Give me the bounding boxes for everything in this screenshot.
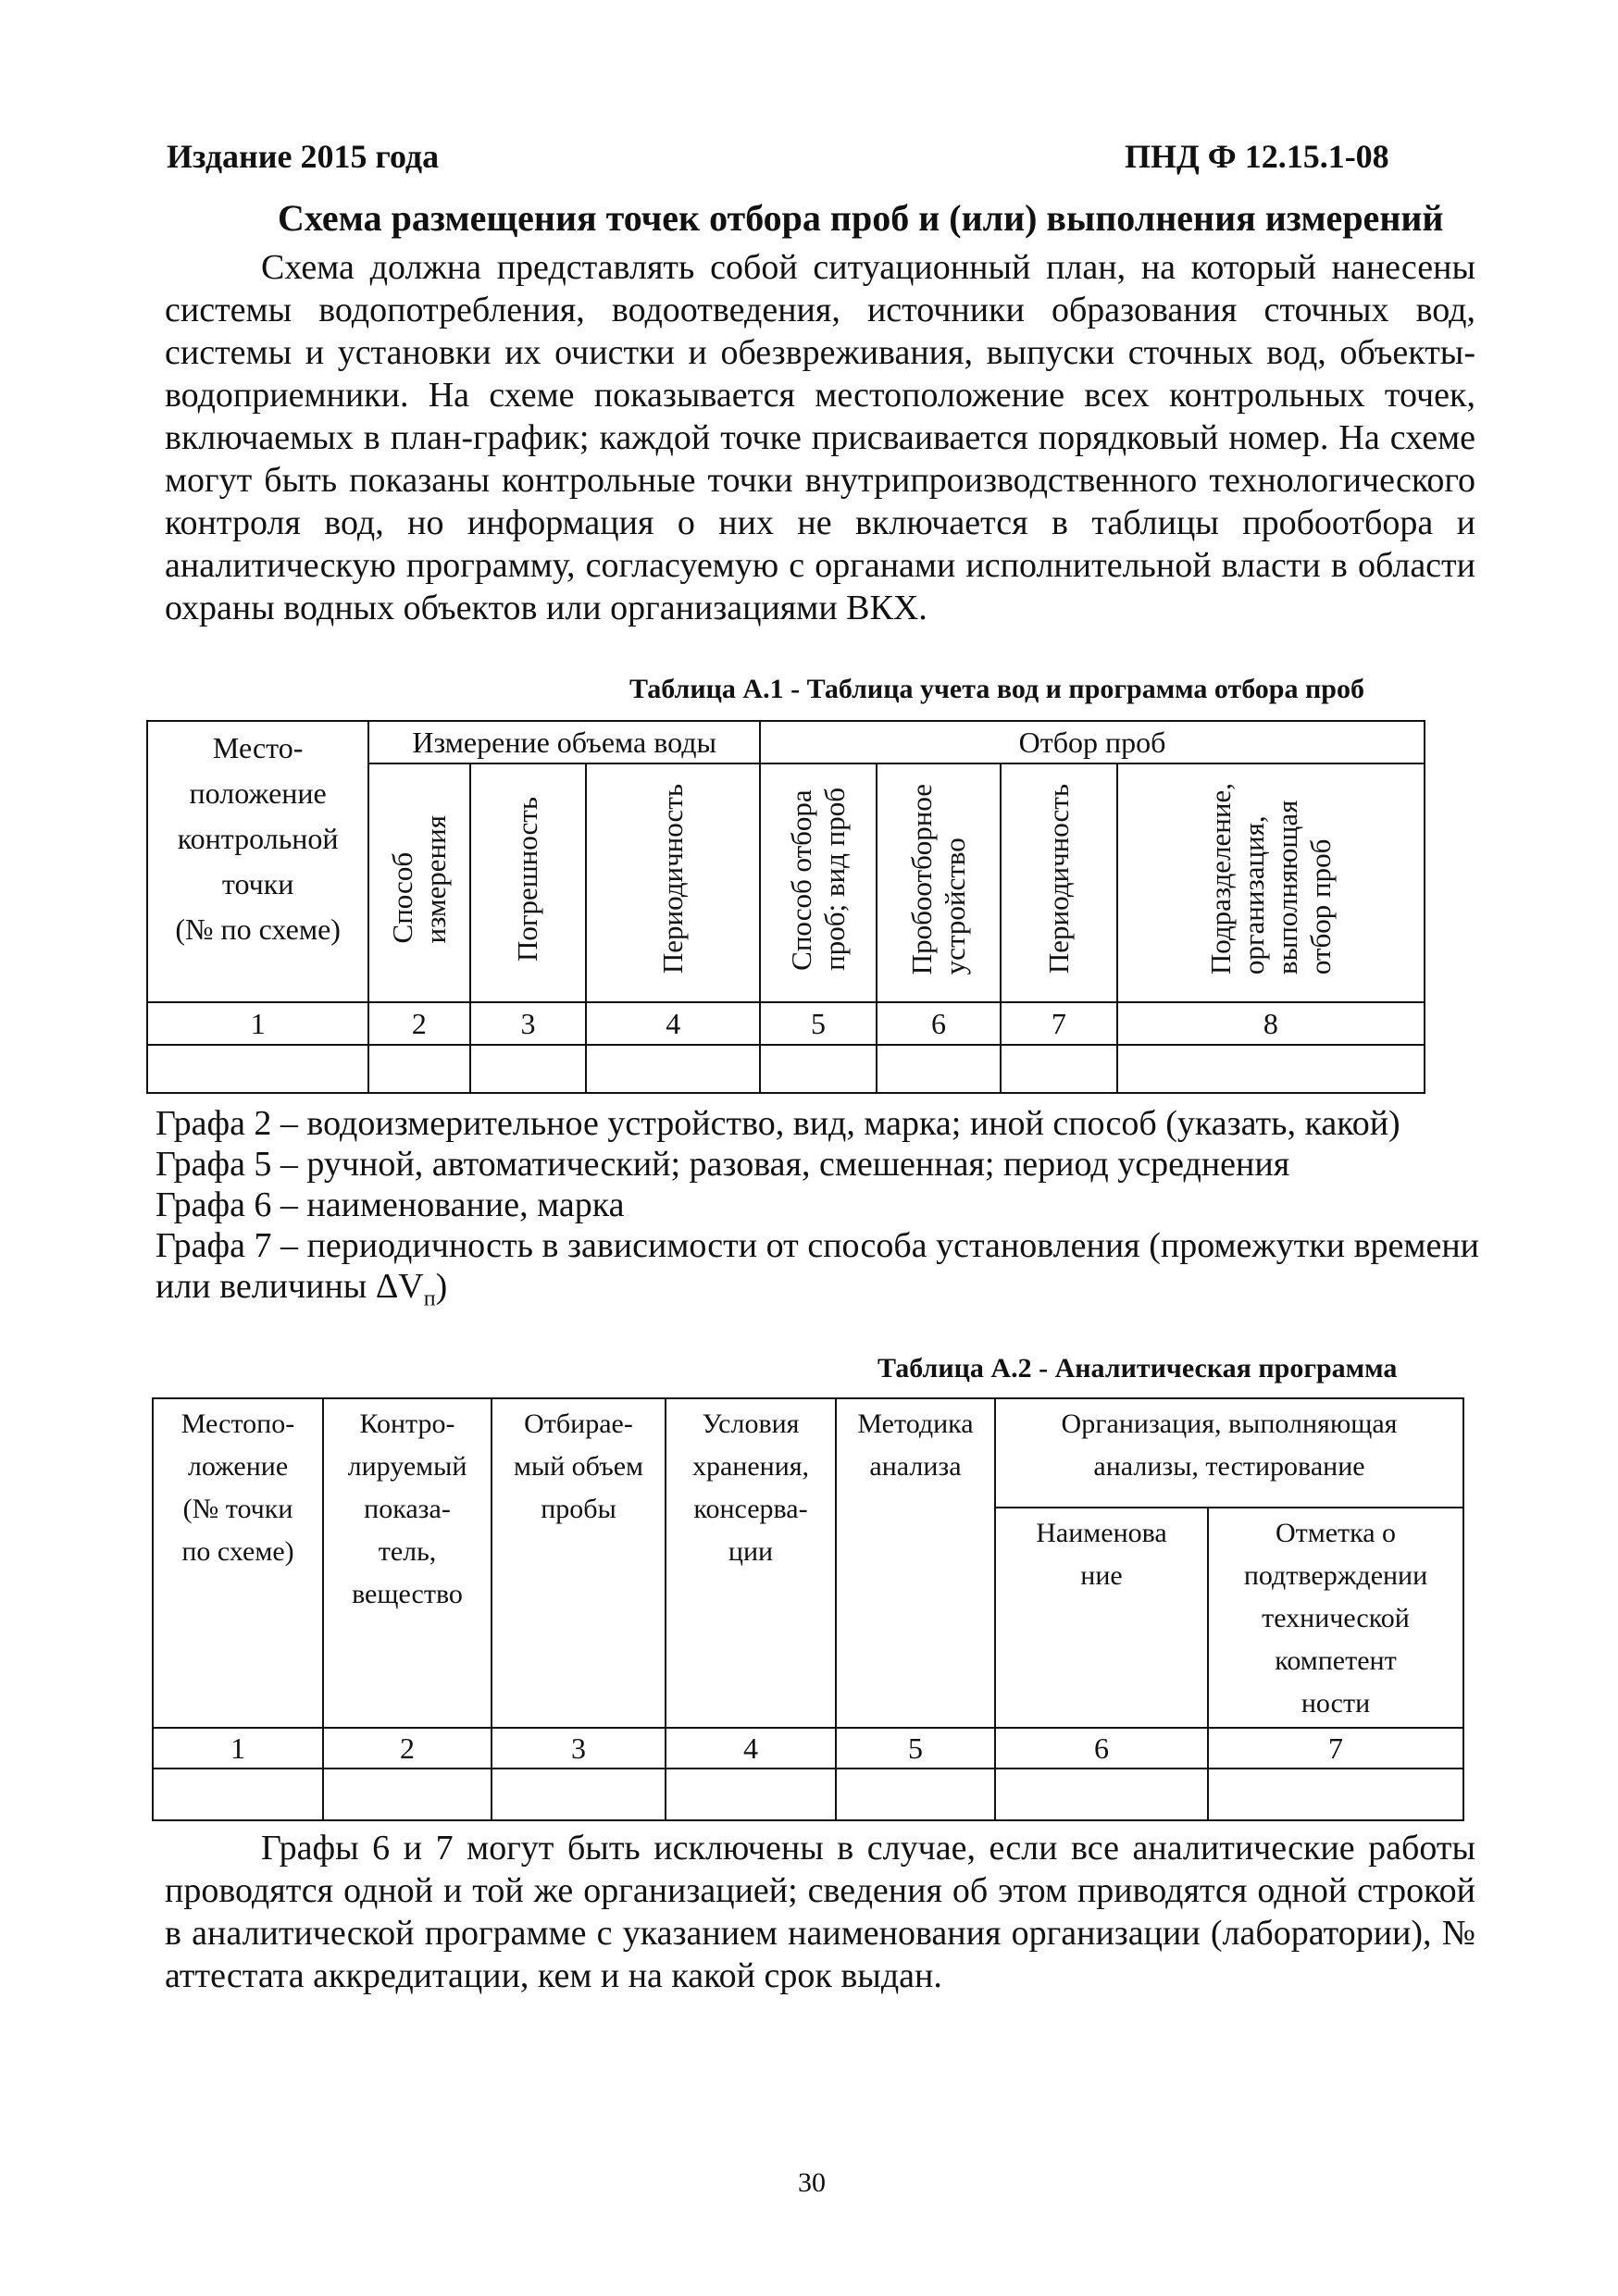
empty-cell <box>586 1045 760 1093</box>
empty-cell <box>836 1769 995 1820</box>
empty-cell <box>666 1769 836 1820</box>
t2-col1-header: Местопо- ложение (№ точки по схеме) <box>153 1398 323 1728</box>
analytical-program-table <box>152 1397 1464 1821</box>
empty-cell <box>760 1045 877 1093</box>
column-number: 7 <box>1208 1728 1463 1769</box>
column-notes <box>156 1103 1479 1320</box>
column-number: 2 <box>368 1002 469 1045</box>
table1-caption: Таблица А.1 - Таблица учета вод и программа отбора проб <box>629 674 1364 704</box>
col-device-header: Пробоотборное устройство <box>877 763 1001 1002</box>
col-period1-header: Периодичность <box>586 763 760 1002</box>
column-number: 4 <box>586 1002 760 1045</box>
table2-caption: Таблица А.2 - Аналитическая программа <box>877 1353 1398 1384</box>
t2-org-group-header: Организация, выполняющая анализы, тестирование <box>995 1398 1463 1508</box>
edition-label: Издание 2015 года <box>167 138 440 175</box>
empty-cell <box>1208 1769 1463 1820</box>
empty-cell <box>153 1769 323 1820</box>
t2-col5-header: Методика анализа <box>836 1398 995 1728</box>
note-col7: Графа 7 – периодичность в зависимости от способа установления (промежутки времени или величины $\Delta V_п$) <box>156 1226 1479 1311</box>
column-number: 3 <box>492 1728 666 1769</box>
empty-cell <box>147 1045 368 1093</box>
closing-paragraph: Графы 6 и 7 могут быть исключены в случае, если все аналитические работы проводятся одной и той же организацией; сведения об этом приводятся одной строкой в аналитической программе с указанием наименования организации (лаборатории), № аттестата аккредитации, кем и на какой срок выдан. <box>165 1829 1475 1995</box>
t2-col3-header: Отбирае- мый объем пробы <box>492 1398 666 1728</box>
sampling-group-header: Отбор проб <box>760 721 1425 763</box>
empty-cell <box>470 1045 587 1093</box>
empty-cell <box>323 1769 492 1820</box>
t2-col4-header: Условия хранения, консерва- ции <box>666 1398 836 1728</box>
empty-cell <box>368 1045 469 1093</box>
location-header: Место- положение контрольной точки (№ по схеме) <box>147 721 368 1002</box>
column-number: 8 <box>1117 1002 1425 1045</box>
col-sampling-method-header: Способ отбора проб; вид проб <box>760 763 877 1002</box>
col-error-header: Погрешность <box>470 763 587 1002</box>
intro-paragraph: Схема должна представлять собой ситуационный план, на который нанесены системы водопотребления, водоотведения, источники образования сточных вод, системы и установки их очистки и обезвреживания, выпуски сточных вод, объекты-водоприемники. На схеме показывается местоположение всех контрольных точек, включаемых в план-график; каждой точке присваивается порядковый номер. На схеме могут быть показаны контрольные точки внутрипроизводственного технологического контроля вод, но информация о них не включается в таблицы пробоотбора и аналитическую программу, согласуемую с органами исполнительной власти в области охраны водных объектов или организациями ВКХ. <box>165 248 1475 627</box>
column-number: 1 <box>153 1728 323 1769</box>
document-code: ПНД Ф 12.15.1-08 <box>1125 138 1389 175</box>
col-method-header: Способ измерения <box>368 763 469 1002</box>
t2-col6-header: Наименова ние <box>995 1508 1208 1728</box>
empty-cell <box>877 1045 1001 1093</box>
empty-cell <box>995 1769 1208 1820</box>
t2-col7-header: Отметка о подтверждении технической компетент ности <box>1208 1508 1463 1728</box>
page-number: 30 <box>798 2167 826 2198</box>
column-number: 5 <box>836 1728 995 1769</box>
column-number: 5 <box>760 1002 877 1045</box>
col-org-header: Подразделение, организация, выполняющая отбор проб <box>1117 763 1425 1002</box>
col-period2-header: Периодичность <box>1001 763 1117 1002</box>
empty-cell <box>1001 1045 1117 1093</box>
section-title: Схема размещения точек отбора проб и (или) выполнения измерений <box>278 197 1444 239</box>
note-col5: Графа 5 – ручной, автоматический; разовая, смешенная; период усреднения <box>156 1145 1290 1184</box>
column-number: 1 <box>147 1002 368 1045</box>
column-number: 4 <box>666 1728 836 1769</box>
note-col2: Графа 2 – водоизмерительное устройство, вид, марка; иной способ (указать, какой) <box>156 1104 1400 1143</box>
column-number: 3 <box>470 1002 587 1045</box>
column-number: 2 <box>323 1728 492 1769</box>
column-number: 6 <box>995 1728 1208 1769</box>
empty-cell <box>1117 1045 1425 1093</box>
note-col6: Графа 6 – наименование, марка <box>156 1185 625 1224</box>
t2-col2-header: Контро- лируемый показа- тель, вещество <box>323 1398 492 1728</box>
empty-cell <box>492 1769 666 1820</box>
water-accounting-table <box>146 720 1425 1094</box>
volume-group-header: Измерение объема воды <box>368 721 760 763</box>
column-number: 7 <box>1001 1002 1117 1045</box>
column-number: 6 <box>877 1002 1001 1045</box>
